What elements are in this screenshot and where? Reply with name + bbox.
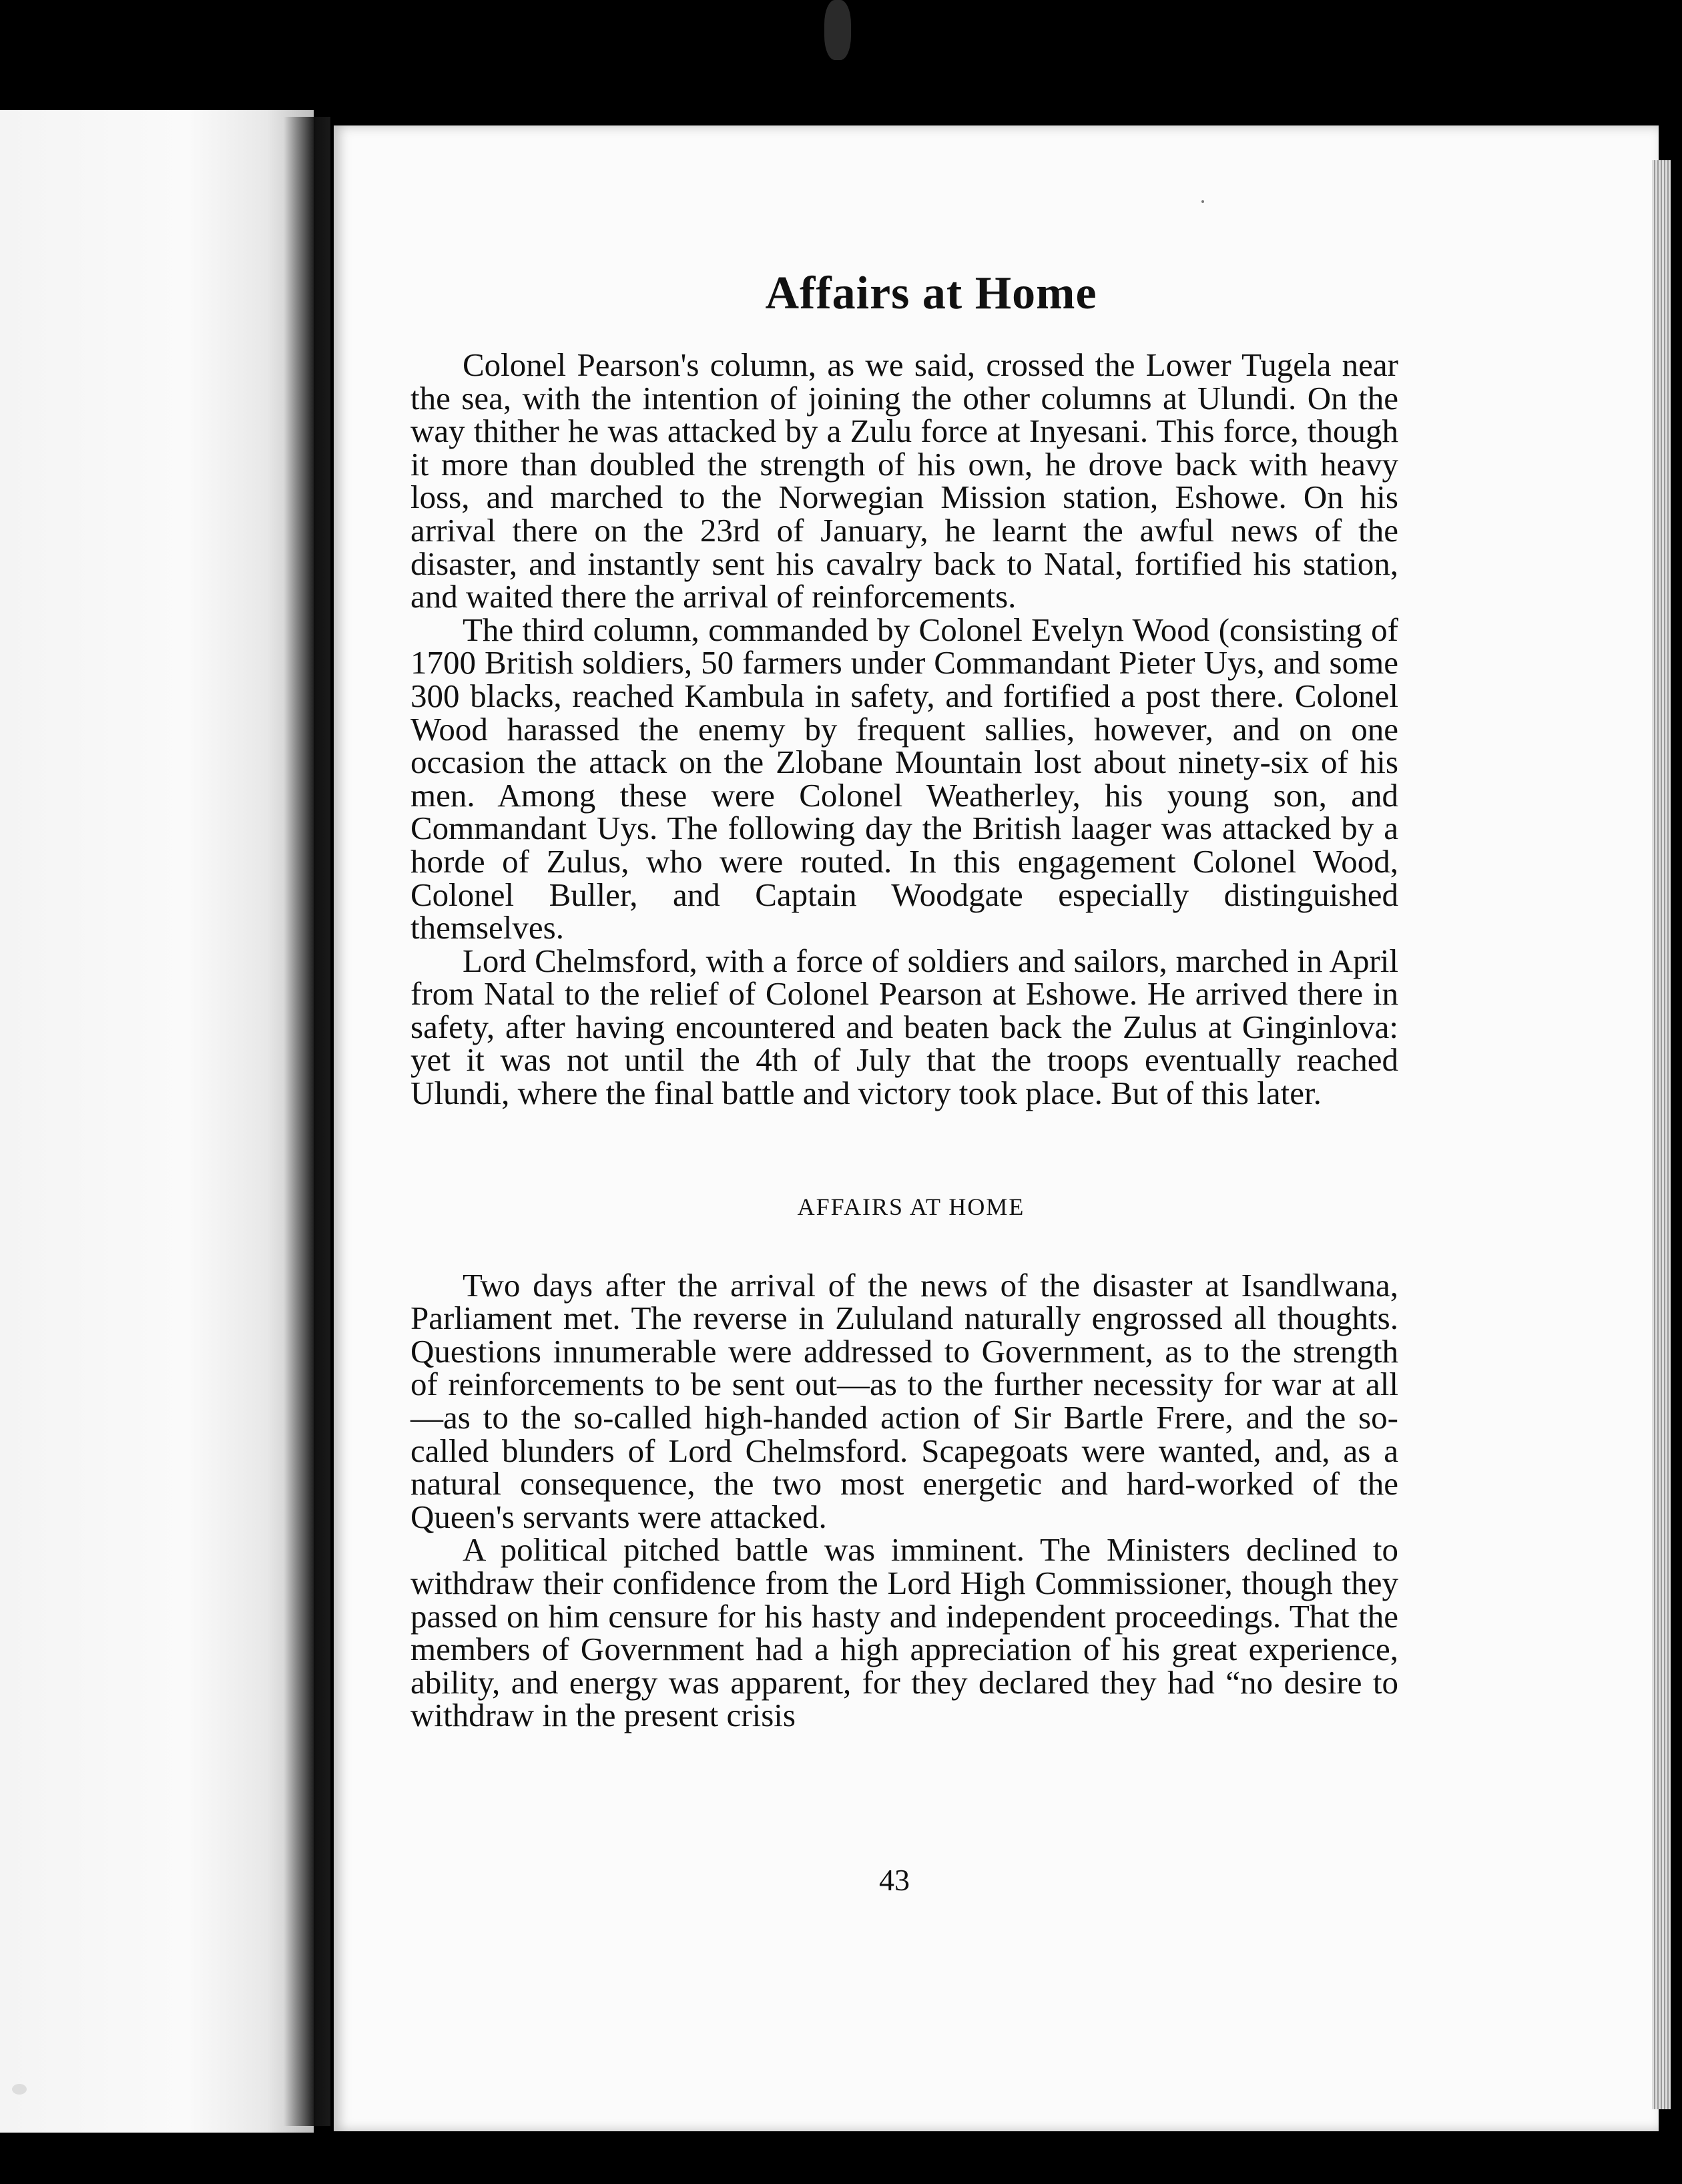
paragraph: A political pitched battle was imminent. The Ministers declined to withdraw their confidence from the Lord High Commissioner, though they passed on him censure for his hasty and independent proceedings. That the members of Government had a high appreciation of his great experience, ability, and energy was apparent, for they declared they had “no desire to withdraw in the present crisis bbox=[410, 1531, 1398, 1734]
paragraph: Two days after the arrival of the news of the disaster at Isandlwana, Parliament met. The reverse in Zululand naturally engrossed all thoughts. Questions innumerable were addressed to Government, as to the strength of reinforcements to be sent out—as to the further necessity for war at all—as to the so-called high-handed action of Sir Bartle Frere, and the so-called blunders of Lord Chelmsford. Scapegoats were wanted, and, as a natural consequence, the two most energetic and hard-worked of the Queen's servants were attacked. bbox=[410, 1266, 1398, 1535]
page-number: 43 bbox=[879, 1863, 910, 1897]
dust-speck bbox=[1201, 200, 1204, 203]
paragraph: Lord Chelmsford, with a force of soldiers and sailors, marched in April from Natal to the relief of Colonel Pearson at Eshowe. He arrived there in safety, after having encountered and beaten back the Zulus at Ginginlova: yet it was not until the 4th of July that the troops eventually reached Ulundi, where the final battle and victory took place. But of this later. bbox=[410, 942, 1398, 1112]
paragraph: The third column, commanded by Colonel Evelyn Wood (consisting of 1700 British soldiers, 50 farmers under Commandant Pieter Uys, and some 300 blacks, reached Kambula in safety, and fortified a post there. Colonel Wood harassed the enemy by frequent sallies, however, and on one occasion the attack on the Zlobane Mountain lost about ninety-six of his men. Among these were Colonel Weatherley, his young son, and Commandant Uys. The following day the British laager was attacked by a horde of Zulus, who were routed. In this engagement Colonel Wood, Colonel Buller, and Captain Woodgate especially distinguished themselves. bbox=[410, 611, 1398, 946]
left-facing-page bbox=[0, 110, 314, 2133]
paragraph: Colonel Pearson's column, as we said, crossed the Lower Tugela near the sea, with the intention of joining the other columns at Ulundi. On the way thither he was attacked by a Zulu force at Inyesani. This force, though it more than doubled the strength of his own, he drove back with heavy loss, and marched to the Norwegian Mission station, Eshowe. On his arrival there on the 23rd of January, he learnt the awful news of the disaster, and instantly sent his cavalry back to Natal, fortified his station, and waited there the arrival of reinforcements. bbox=[410, 346, 1398, 615]
page-edges bbox=[1652, 160, 1671, 2109]
book-gutter bbox=[284, 117, 330, 2126]
page-content bbox=[410, 267, 1398, 1732]
dust-speck bbox=[824, 0, 851, 60]
dust-speck bbox=[12, 2084, 27, 2095]
section-heading: AFFAIRS AT HOME bbox=[797, 1193, 1025, 1220]
page-title: Affairs at Home bbox=[765, 268, 1097, 319]
